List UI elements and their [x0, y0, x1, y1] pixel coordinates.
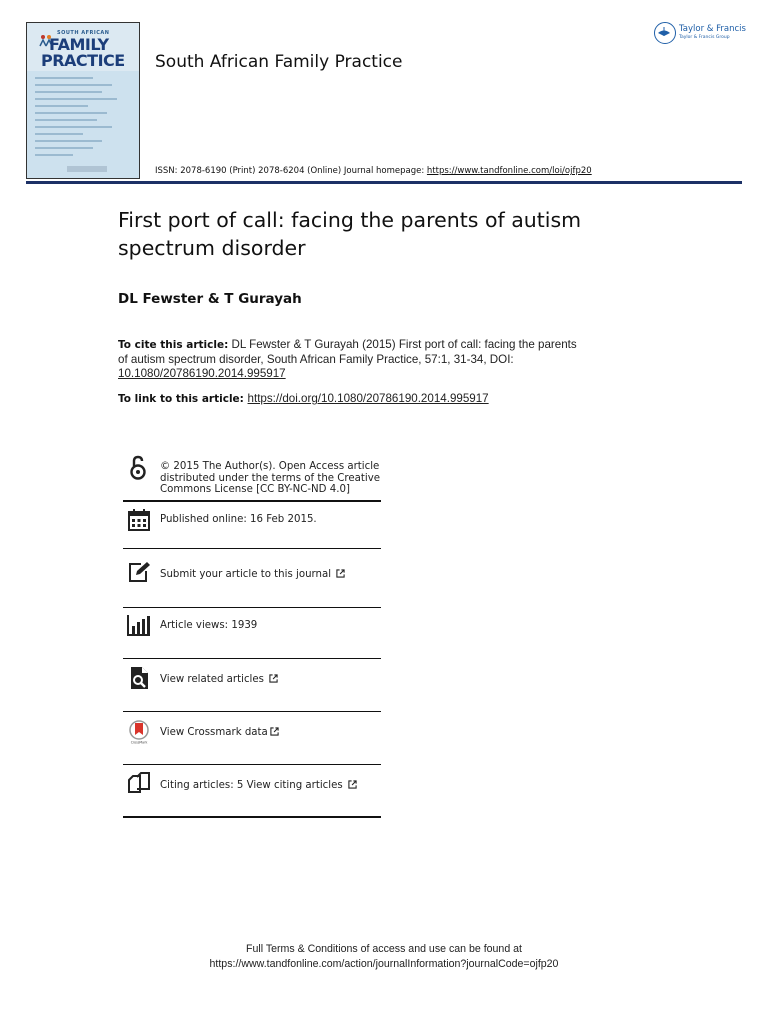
- related-articles-link[interactable]: [160, 674, 278, 685]
- open-access-lock-icon: [128, 455, 148, 481]
- article-title: First port of call: facing the parents of autism spectrum disorder: [118, 208, 582, 260]
- link-label: To link to this article:: [118, 393, 248, 405]
- cover-publisher-mark: [67, 166, 107, 172]
- publisher-subname: Taylor & Francis Group: [679, 35, 730, 40]
- publisher-logo: [654, 22, 746, 46]
- journal-cover-image: [26, 22, 140, 179]
- calendar-icon: [127, 508, 151, 532]
- publisher-logo-icon: [654, 22, 676, 44]
- document-search-icon: [127, 666, 151, 690]
- citation-block: [118, 338, 588, 382]
- terms-footer-line1: Full Terms & Conditions of access and use can be found at: [246, 943, 522, 955]
- related-articles-text: View related articles: [160, 674, 264, 685]
- publisher-name: Taylor & Francis: [679, 24, 746, 34]
- citing-documents-icon: [127, 772, 151, 796]
- bar-chart-icon: [127, 613, 151, 637]
- info-divider: [123, 764, 381, 765]
- cover-title-practice: PRACTICE: [41, 51, 125, 70]
- cite-label: To cite this article:: [118, 339, 229, 351]
- published-date-text: Published online: 16 Feb 2015.: [160, 514, 317, 525]
- info-divider: [123, 711, 381, 712]
- submit-article-link[interactable]: [160, 569, 345, 580]
- crossmark-text: View Crossmark data: [160, 727, 268, 738]
- header-divider: [26, 181, 742, 184]
- article-doi-link[interactable]: https://doi.org/10.1080/20786190.2014.995917: [247, 392, 489, 405]
- article-link-block: [118, 392, 489, 405]
- crossmark-link[interactable]: [160, 727, 279, 738]
- citing-articles-link[interactable]: [160, 780, 357, 791]
- cover-contents-lines: [35, 77, 131, 161]
- external-link-icon: [336, 569, 345, 578]
- journal-title: South African Family Practice: [155, 52, 403, 72]
- article-views-text: Article views: 1939: [160, 620, 258, 631]
- cite-doi-link[interactable]: 10.1080/20786190.2014.995917: [118, 367, 286, 381]
- open-access-text: © 2015 The Author(s). Open Access article distributed under the terms of the Creative Commons License [CC BY-NC-ND 4.0]: [160, 461, 381, 495]
- submit-article-text: Submit your article to this journal: [160, 569, 332, 580]
- info-divider: [123, 607, 381, 608]
- crossmark-icon: [127, 720, 151, 744]
- info-divider: [123, 548, 381, 549]
- info-divider: [123, 816, 381, 818]
- issn-text: ISSN: 2078-6190 (Print) 2078-6204 (Online) Journal homepage:: [155, 166, 427, 176]
- external-link-icon: [270, 727, 279, 736]
- cover-title-family: FAMILY: [49, 35, 109, 54]
- crossmark-icon-label: CrossMark: [130, 740, 148, 744]
- terms-footer: [0, 942, 768, 972]
- article-authors: DL Fewster & T Gurayah: [118, 291, 302, 307]
- edit-pencil-icon: [127, 560, 151, 584]
- external-link-icon: [348, 780, 357, 789]
- cover-small-label: SOUTH AFRICAN: [57, 30, 110, 36]
- journal-homepage-link[interactable]: https://www.tandfonline.com/loi/ojfp20: [426, 166, 592, 176]
- info-divider: [123, 658, 381, 659]
- citing-articles-text: Citing articles: 5 View citing articles: [160, 780, 343, 791]
- terms-footer-link[interactable]: https://www.tandfonline.com/action/journalInformation?journalCode=ojfp20: [209, 958, 559, 970]
- cite-text: DL Fewster & T Gurayah (2015) First port of call: facing the parents of autism spectrum disorder, South African Family Practice, 57:1, 31-34, DOI:: [118, 338, 577, 366]
- info-divider: [123, 500, 381, 502]
- external-link-icon: [269, 674, 278, 683]
- issn-line: [155, 166, 592, 176]
